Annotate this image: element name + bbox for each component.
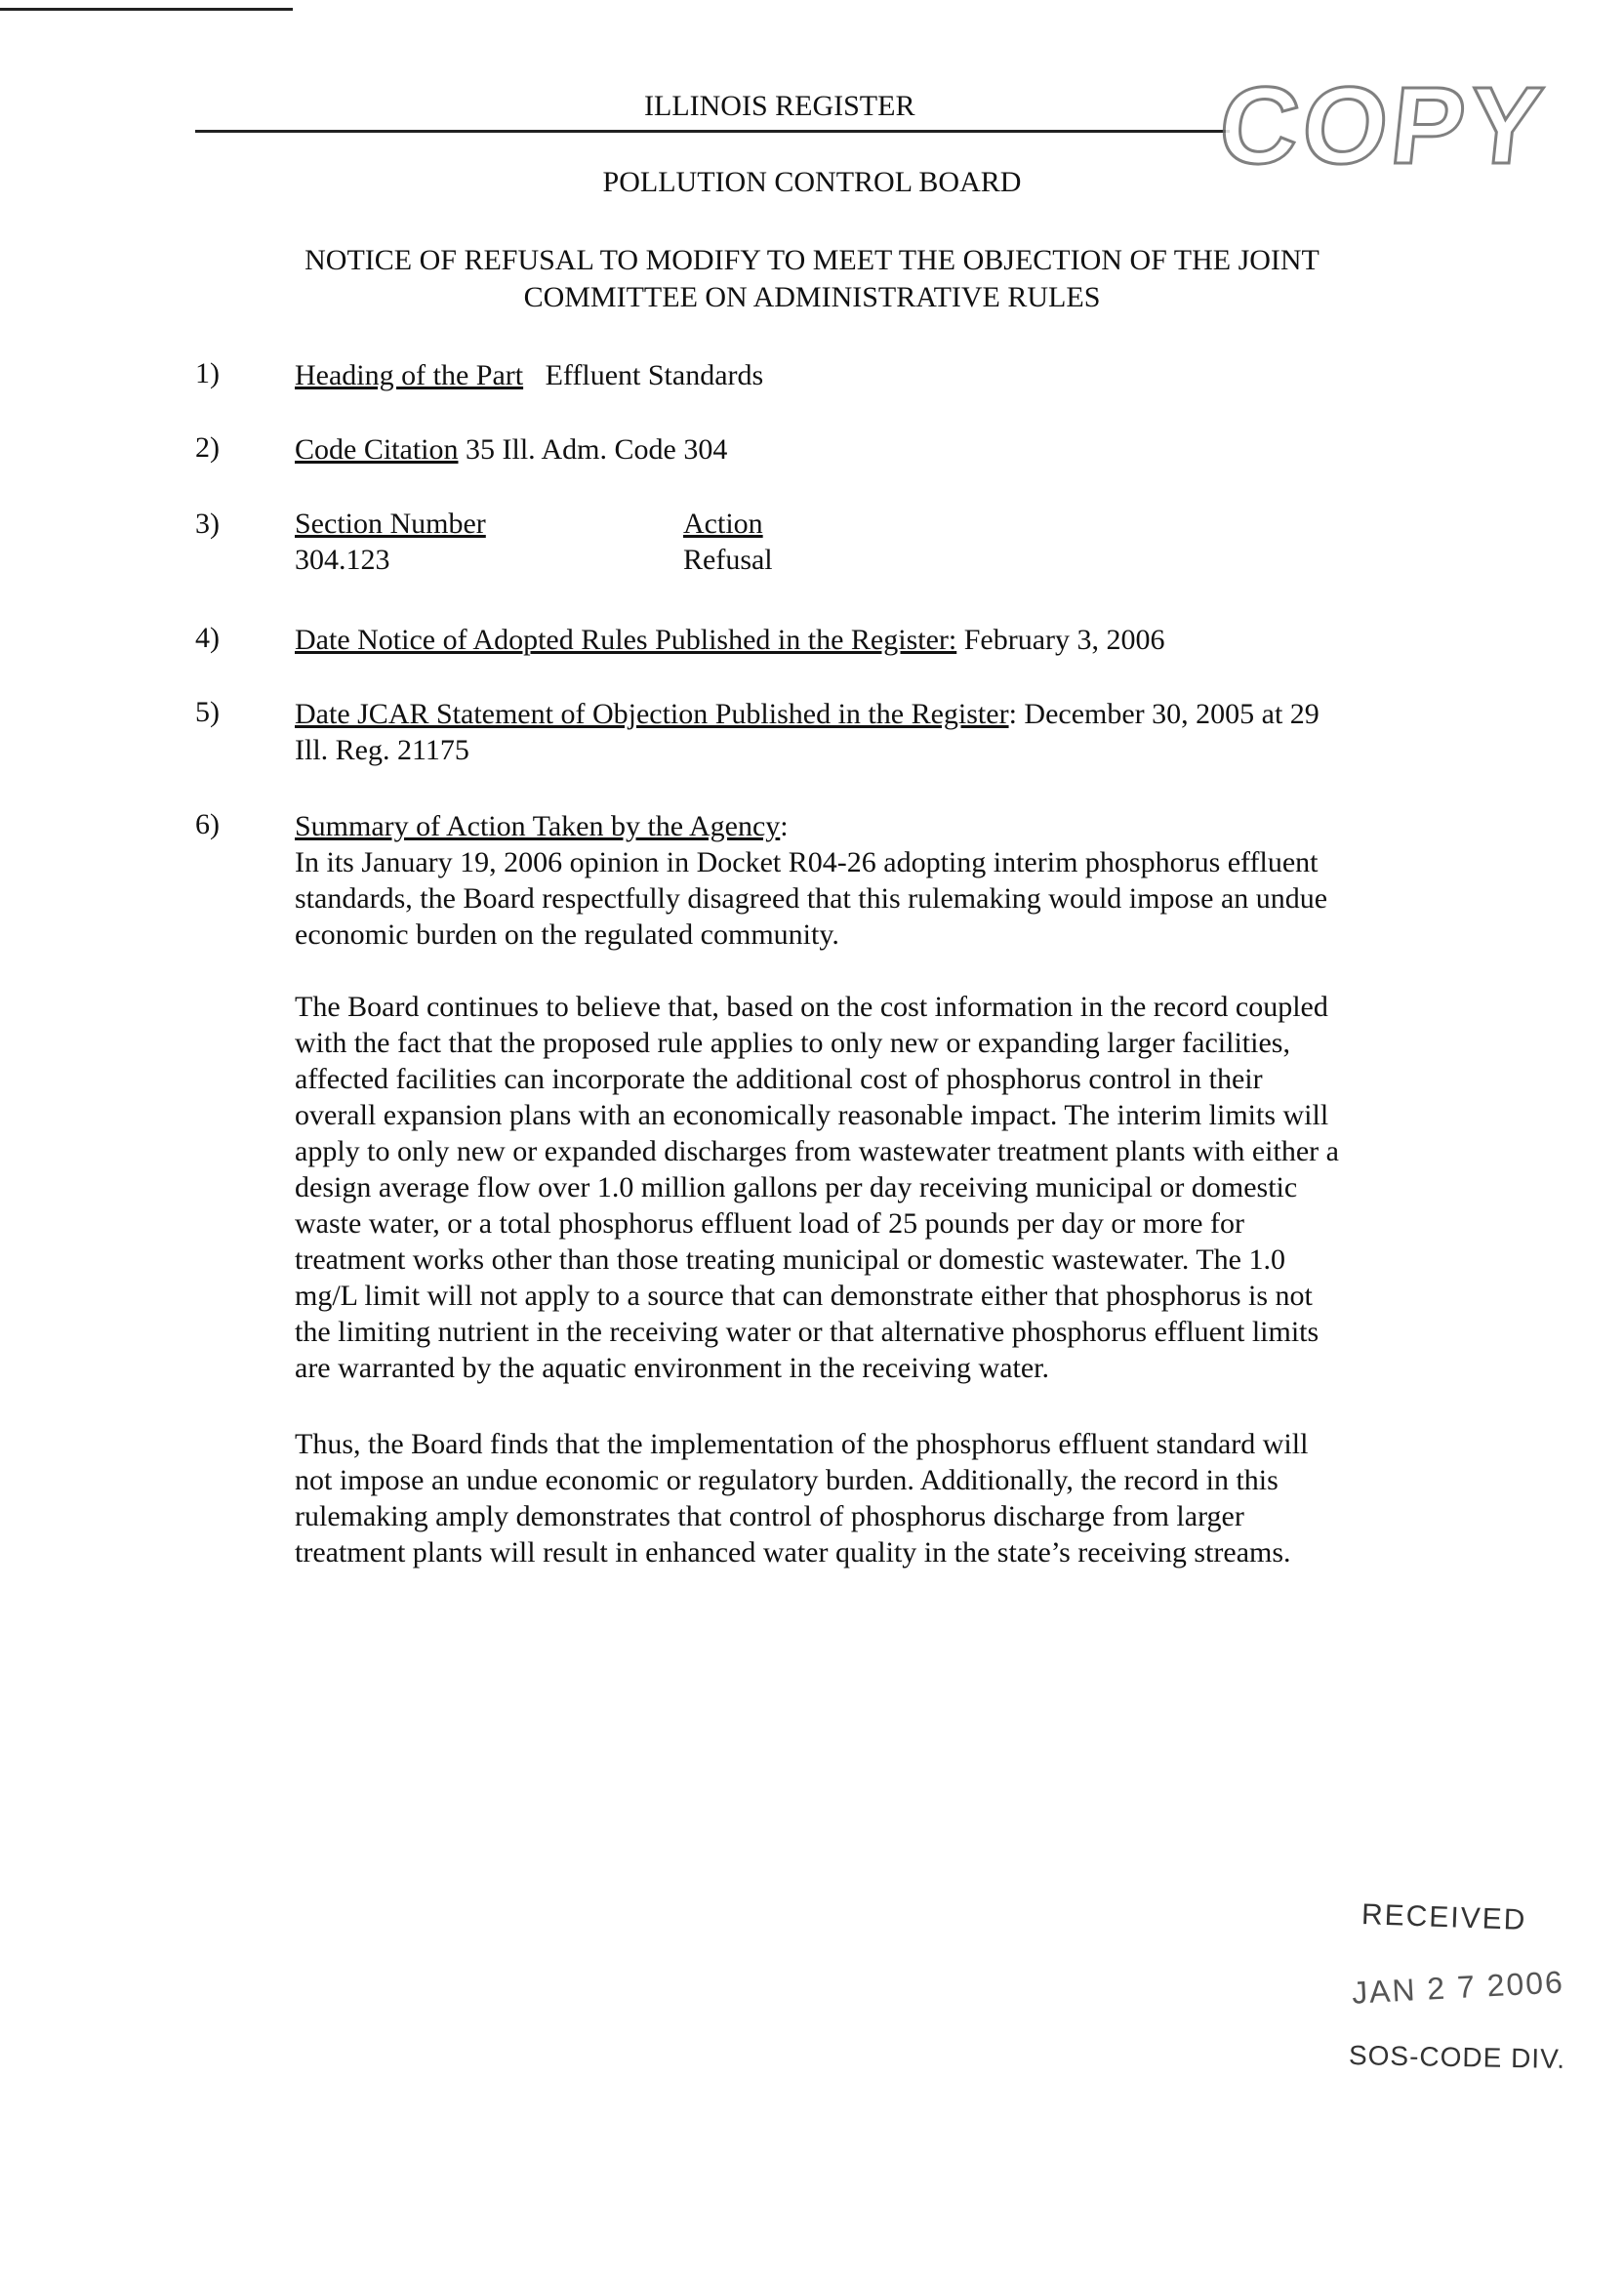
summary-paragraph-1 bbox=[295, 844, 1446, 953]
section-number-value: 304.123 bbox=[295, 544, 390, 576]
item-label: Code Citation bbox=[295, 433, 459, 466]
item-date-notice bbox=[295, 622, 1446, 658]
paragraph-line: In its January 19, 2006 opinion in Docket R04-26 adopting interim phosphorus effluent bbox=[295, 846, 1319, 878]
summary-paragraph-2 bbox=[295, 989, 1446, 1386]
summary-paragraph-3 bbox=[295, 1426, 1446, 1570]
item-jcar-objection bbox=[295, 696, 1446, 768]
paragraph-line: design average flow over 1.0 million gallons per day receiving municipal or domestic bbox=[295, 1171, 1298, 1203]
item-label: Heading of the Part bbox=[295, 359, 524, 391]
paragraph-line: rulemaking amply demonstrates that control of phosphorus discharge from larger bbox=[295, 1500, 1244, 1532]
paragraph-line: overall expansion plans with an economically reasonable impact. The interim limits will bbox=[295, 1099, 1329, 1131]
paragraph-line: affected facilities can incorporate the additional cost of phosphorus control in their bbox=[295, 1063, 1263, 1095]
header-rule bbox=[195, 130, 1230, 133]
notice-title-line2: COMMITTEE ON ADMINISTRATIVE RULES bbox=[523, 281, 1101, 313]
item-value: 35 Ill. Adm. Code 304 bbox=[466, 433, 728, 466]
item-summary-heading bbox=[295, 808, 1446, 844]
item-number: 2) bbox=[195, 431, 220, 464]
top-edge-rule bbox=[0, 8, 293, 11]
register-title: ILLINOIS REGISTER bbox=[644, 90, 915, 122]
action-label: Action bbox=[683, 508, 763, 540]
copy-stamp: COPY bbox=[1213, 64, 1552, 186]
action-value: Refusal bbox=[683, 544, 773, 576]
item-heading-of-part bbox=[295, 357, 1446, 393]
item-number: 1) bbox=[195, 357, 220, 389]
agency-title: POLLUTION CONTROL BOARD bbox=[602, 166, 1022, 198]
paragraph-line: the limiting nutrient in the receiving water or that alternative phosphorus effluent limits bbox=[295, 1316, 1320, 1348]
item-colon: : bbox=[780, 810, 789, 842]
item-section-number bbox=[295, 506, 1446, 578]
paragraph-line: mg/L limit will not apply to a source that can demonstrate either that phosphorus is not bbox=[295, 1280, 1313, 1312]
notice-title-line1: NOTICE OF REFUSAL TO MODIFY TO MEET THE OBJECTION OF THE JOINT bbox=[304, 244, 1320, 276]
paragraph-line: are warranted by the aquatic environment in the receiving water. bbox=[295, 1352, 1049, 1384]
item-value: Effluent Standards bbox=[545, 359, 764, 391]
item-value: : December 30, 2005 at 29 bbox=[1008, 698, 1320, 730]
paragraph-line: economic burden on the regulated community. bbox=[295, 918, 839, 951]
item-number: 5) bbox=[195, 696, 220, 728]
paragraph-line: apply to only new or expanded discharges from wastewater treatment plants with either a bbox=[295, 1135, 1339, 1167]
item-label: Summary of Action Taken by the Agency bbox=[295, 810, 781, 842]
paragraph-line: not impose an undue economic or regulatory burden. Additionally, the record in this bbox=[295, 1464, 1279, 1496]
section-number-label: Section Number bbox=[295, 508, 486, 540]
paragraph-line: The Board continues to believe that, based on the cost information in the record coupled bbox=[295, 991, 1328, 1023]
paragraph-line: waste water, or a total phosphorus effluent load of 25 pounds per day or more for bbox=[295, 1207, 1244, 1240]
paragraph-line: treatment works other than those treating municipal or domestic wastewater. The 1.0 bbox=[295, 1243, 1285, 1276]
item-label: Date Notice of Adopted Rules Published in the Register: bbox=[295, 624, 957, 656]
item-value: February 3, 2006 bbox=[963, 624, 1165, 656]
paragraph-line: with the fact that the proposed rule applies to only new or expanding larger facilities, bbox=[295, 1027, 1290, 1059]
item-number: 4) bbox=[195, 622, 220, 654]
paragraph-line: standards, the Board respectfully disagreed that this rulemaking would impose an undue bbox=[295, 882, 1328, 915]
item-value-continued: Ill. Reg. 21175 bbox=[295, 734, 469, 766]
received-stamp-label: RECEIVED bbox=[1360, 1898, 1527, 1936]
received-stamp-division: SOS-CODE DIV. bbox=[1348, 2040, 1566, 2074]
item-number: 3) bbox=[195, 508, 220, 540]
item-label: Date JCAR Statement of Objection Published in the Register bbox=[295, 698, 1009, 730]
paragraph-line: treatment plants will result in enhanced water quality in the state’s receiving streams. bbox=[295, 1536, 1291, 1569]
received-stamp-date: JAN 2 7 2006 bbox=[1351, 1964, 1565, 2011]
item-number: 6) bbox=[195, 808, 220, 840]
item-code-citation bbox=[295, 431, 1446, 468]
paragraph-line: Thus, the Board finds that the implementation of the phosphorus effluent standard will bbox=[295, 1428, 1309, 1460]
